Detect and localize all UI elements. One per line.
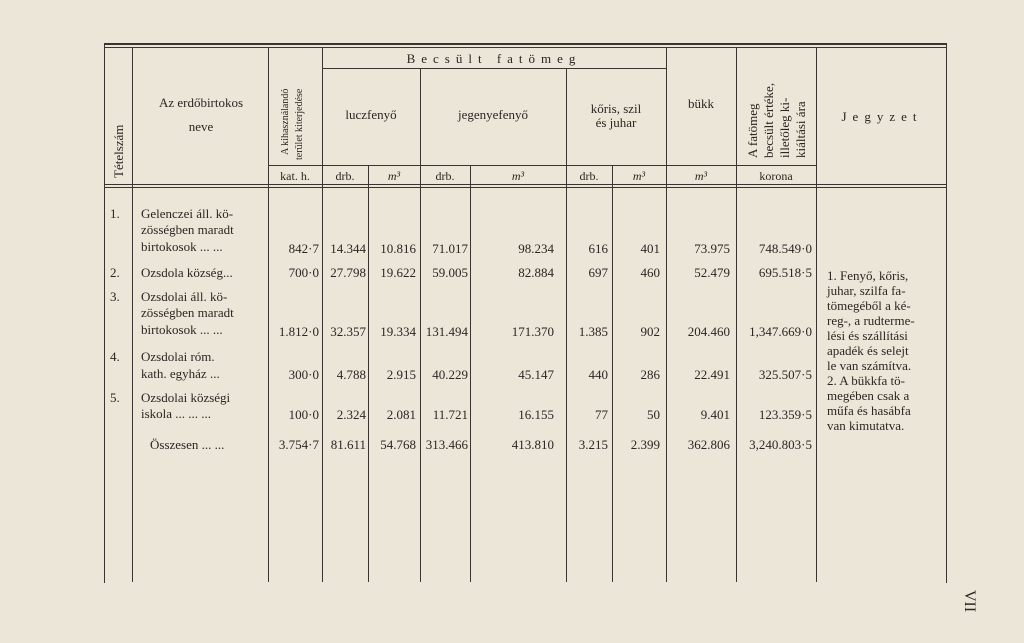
row-4-bukk: 22.491	[694, 367, 730, 382]
unit-jegenyefenyo-drb: drb.	[435, 169, 455, 183]
row-3-j-m3: 171.370	[511, 324, 554, 339]
header-ertek-4: kiáltási ára	[793, 101, 808, 158]
row-4-l-drb: 4.788	[336, 367, 366, 382]
note-line-3: tömegéből a ké-	[827, 298, 911, 313]
total-bukk: 362.806	[687, 437, 730, 452]
header-ertek-1: A fatömeg	[745, 103, 760, 158]
note-line-2: juhar, szilfa fa-	[827, 283, 906, 298]
unit-koris-m3: m³	[632, 169, 646, 183]
row-5-bukk: 9.401	[700, 407, 730, 422]
page-number: VII	[961, 590, 978, 613]
header-jegenyefenyo: jegenyefenyő	[457, 107, 529, 122]
row-1-name-line-3: birtokosok ... ...	[141, 239, 223, 254]
total-l-m3: 54.768	[380, 437, 416, 452]
row-2-bukk: 52.479	[694, 265, 730, 280]
row-1-name-line-1: Gelenczei áll. kö-	[141, 206, 234, 221]
unit-jegenyefenyo-m3: m³	[511, 169, 525, 183]
row-2-j-drb: 59.005	[432, 265, 468, 280]
col-rule-11	[816, 47, 817, 582]
unit-korona: korona	[759, 169, 793, 183]
header-erdobirtokos: Az erdőbirtokos	[158, 95, 244, 110]
row-4-name-line-2: kath. egyház ...	[141, 366, 220, 381]
note-line-5: lési és szállítási	[827, 328, 908, 343]
row-3-j-drb: 131.494	[425, 324, 468, 339]
note-line-6: apadék és selejt	[827, 343, 909, 358]
row-4-num: 4.	[110, 349, 120, 364]
header-bottom-rule	[104, 184, 946, 185]
header-juhar: és juhar	[595, 115, 637, 130]
row-2-k-drb: 697	[588, 265, 608, 280]
note-line-11: van kimutatva.	[827, 418, 905, 433]
col-rule-right	[946, 43, 947, 583]
row-5-name-line-1: Ozsdolai községi	[141, 390, 231, 405]
row-1-l-drb: 14.344	[330, 241, 366, 256]
row-5-j-drb: 11.721	[432, 407, 468, 422]
row-2-kat: 700·0	[288, 265, 319, 280]
row-1-k-drb: 616	[588, 241, 608, 256]
unit-kat: kat. h.	[280, 169, 310, 183]
row-3-name-line-3: birtokosok ... ...	[141, 322, 223, 337]
row-1-bukk: 73.975	[694, 241, 730, 256]
unit-bukk-m3: m³	[694, 169, 708, 183]
row-4-name-line-1: Ozsdolai róm.	[141, 349, 215, 364]
row-3-bukk: 204.460	[687, 324, 730, 339]
row-4-l-m3: 2.915	[386, 367, 416, 382]
row-1-j-drb: 71.017	[432, 241, 468, 256]
row-4-k-m3: 286	[640, 367, 660, 382]
header-terulet: terület kiterjedése	[294, 88, 305, 160]
row-3-name-line-2: zösségben maradt	[141, 305, 234, 320]
row-1-ertek: 748.549·0	[758, 241, 812, 256]
row-5-k-drb: 77	[595, 407, 608, 422]
note-line-4: reg-, a rudterme-	[827, 313, 915, 328]
total-l-drb: 81.611	[330, 437, 366, 452]
row-4-j-drb: 40.229	[432, 367, 468, 382]
row-2-l-m3: 19.622	[380, 265, 416, 280]
col-rule-1	[132, 47, 133, 582]
header-jegyzet: Jegyzet	[841, 109, 923, 124]
note-line-10: műfa és hasábfa	[827, 403, 911, 418]
row-4-ertek: 325.507·5	[758, 367, 812, 382]
row-5-name-line-2: iskola ... ... ...	[141, 406, 212, 421]
header-ertek-3: illetőleg ki-	[777, 97, 792, 158]
row-4-k-drb: 440	[588, 367, 608, 382]
unit-luczfenyo-m3: m³	[387, 169, 401, 183]
row-1-k-m3: 401	[640, 241, 660, 256]
row-3-name-line-1: Ozsdolai áll. kö-	[141, 289, 228, 304]
row-5-ertek: 123.359·5	[758, 407, 812, 422]
header-luczfenyo: luczfenyő	[345, 107, 397, 122]
unit-rule	[268, 165, 816, 166]
col-rule-left	[104, 43, 105, 583]
row-3-l-drb: 32.357	[330, 324, 366, 339]
header-bukk: bükk	[688, 96, 714, 111]
row-5-num: 5.	[110, 390, 120, 405]
row-2-k-m3: 460	[640, 265, 660, 280]
header-becsult-fatomeg: Becsült fatömeg	[406, 51, 582, 66]
col-rule-3	[322, 47, 323, 582]
row-4-j-m3: 45.147	[518, 367, 554, 382]
row-3-k-drb: 1.385	[578, 324, 608, 339]
row-2-name-line-1: Ozsdola község...	[141, 265, 233, 280]
note-line-1: 1. Fenyő, kőris,	[827, 268, 909, 283]
header-tetelszam: Tételszám	[111, 124, 126, 178]
row-2-j-m3: 82.884	[518, 265, 554, 280]
row-2-num: 2.	[110, 265, 120, 280]
row-1-name-line-2: zösségben maradt	[141, 222, 234, 237]
row-5-j-m3: 16.155	[518, 407, 554, 422]
header-bottom-rule-2	[104, 187, 946, 188]
top-rule	[104, 43, 946, 45]
row-3-num: 3.	[110, 289, 120, 304]
total-j-drb: 313.466	[425, 437, 468, 452]
header-ertek-2: becsült értéke,	[761, 82, 776, 158]
col-rule-2	[268, 47, 269, 582]
total-k-drb: 3.215	[578, 437, 608, 452]
row-5-k-m3: 50	[647, 407, 660, 422]
row-1-j-m3: 98.234	[518, 241, 554, 256]
note-line-8: 2. A bükkfa tö-	[827, 373, 905, 388]
total-ertek: 3,240.803·5	[749, 437, 812, 452]
top-rule-thin	[104, 47, 946, 48]
row-4-kat: 300·0	[288, 367, 319, 382]
note-line-9: megében csak a	[827, 388, 910, 403]
header-neve: neve	[188, 119, 214, 134]
row-5-kat: 100·0	[288, 407, 319, 422]
header-koris: kőris, szil	[590, 101, 642, 116]
row-1-num: 1.	[110, 206, 120, 221]
row-3-l-m3: 19.334	[380, 324, 416, 339]
row-3-ertek: 1,347.669·0	[749, 324, 812, 339]
row-5-l-drb: 2.324	[336, 407, 366, 422]
header-kihasznalando: A kihasználandó	[280, 88, 291, 155]
col-rule-9	[666, 47, 667, 582]
total-j-m3: 413.810	[511, 437, 554, 452]
col-rule-10	[736, 47, 737, 582]
total-label: Összesen ... ...	[150, 437, 225, 452]
unit-koris-drb: drb.	[579, 169, 599, 183]
total-kat: 3.754·7	[278, 437, 319, 452]
row-3-k-m3: 902	[640, 324, 660, 339]
row-2-l-drb: 27.798	[330, 265, 366, 280]
row-2-ertek: 695.518·5	[758, 265, 812, 280]
row-3-kat: 1.812·0	[278, 324, 319, 339]
row-5-l-m3: 2.081	[386, 407, 416, 422]
row-1-l-m3: 10.816	[380, 241, 416, 256]
row-1-kat: 842·7	[288, 241, 319, 256]
becsult-rule	[322, 68, 666, 69]
total-k-m3: 2.399	[630, 437, 660, 452]
unit-luczfenyo-drb: drb.	[335, 169, 355, 183]
note-line-7: le van számítva.	[827, 358, 912, 373]
